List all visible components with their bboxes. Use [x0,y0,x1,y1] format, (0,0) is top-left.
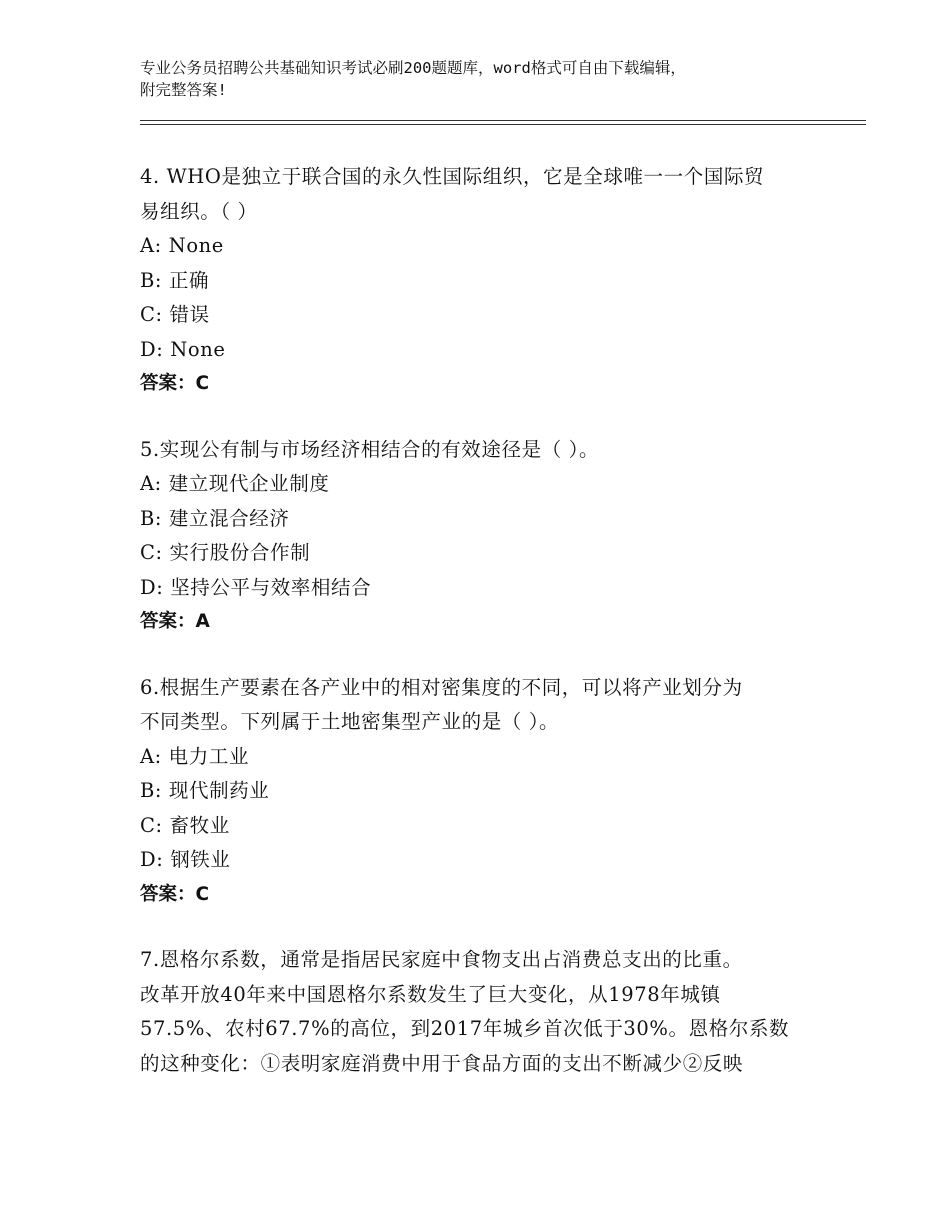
stem-line: 的这种变化：①表明家庭消费中用于食品方面的支出不断减少②反映 [140,1051,744,1075]
option-b: B: 建立混合经济 [140,506,290,530]
stem-line: 57.5%、农村67.7%的高位，到2017年城乡首次低于30%。恩格尔系数 [140,1017,790,1040]
option-d: D: None [140,337,226,361]
option-b: B: 现代制药业 [140,779,270,802]
question-stem [140,160,820,229]
option-c: C: 实行股份合作制 [140,541,311,564]
answer: 答案：C [140,883,210,905]
option-c: C: 错误 [140,303,210,326]
option-d: D: 钢铁业 [140,848,231,871]
option-c: C: 畜牧业 [140,813,230,837]
option-b: B: 正确 [140,268,210,292]
question-5 [140,433,820,640]
option-a: A: None [140,234,224,257]
header-divider-top [140,120,866,121]
question-7 [140,943,820,1081]
question-list [140,160,820,1112]
stem-line: 易组织。（ ） [140,199,258,223]
option-d: D: 坚持公平与效率相结合 [140,575,372,599]
question-4 [140,160,820,402]
stem-line: 不同类型。下列属于土地密集型产业的是（ ）。 [140,710,560,733]
stem-line: 4. WHO是独立于联合国的永久性国际组织，它是全球唯一一个国际贸 [140,165,765,188]
header-divider-bottom [140,124,866,125]
question-6 [140,671,820,913]
question-stem [140,943,820,1081]
option-a: A: 建立现代企业制度 [140,472,330,495]
option-a: A: 电力工业 [140,744,250,768]
document-header [140,57,860,101]
stem-line: 5.实现公有制与市场经济相结合的有效途径是（ ）。 [140,437,600,461]
answer: 答案：A [140,611,210,632]
header-line-1: 专业公务员招聘公共基础知识考试必刷200题题库，word格式可自由下载编辑， [140,59,686,77]
stem-line: 6.根据生产要素在各产业中的相对密集度的不同，可以将产业划分为 [140,675,743,699]
question-stem [140,433,820,468]
header-line-2: 附完整答案! [140,81,227,99]
question-stem [140,671,820,740]
stem-line: 7.恩格尔系数，通常是指居民家庭中食物支出占消费总支出的比重。 [140,948,743,971]
answer: 答案：C [140,373,210,394]
stem-line: 改革开放40年来中国恩格尔系数发生了巨大变化，从1978年城镇 [140,982,721,1006]
